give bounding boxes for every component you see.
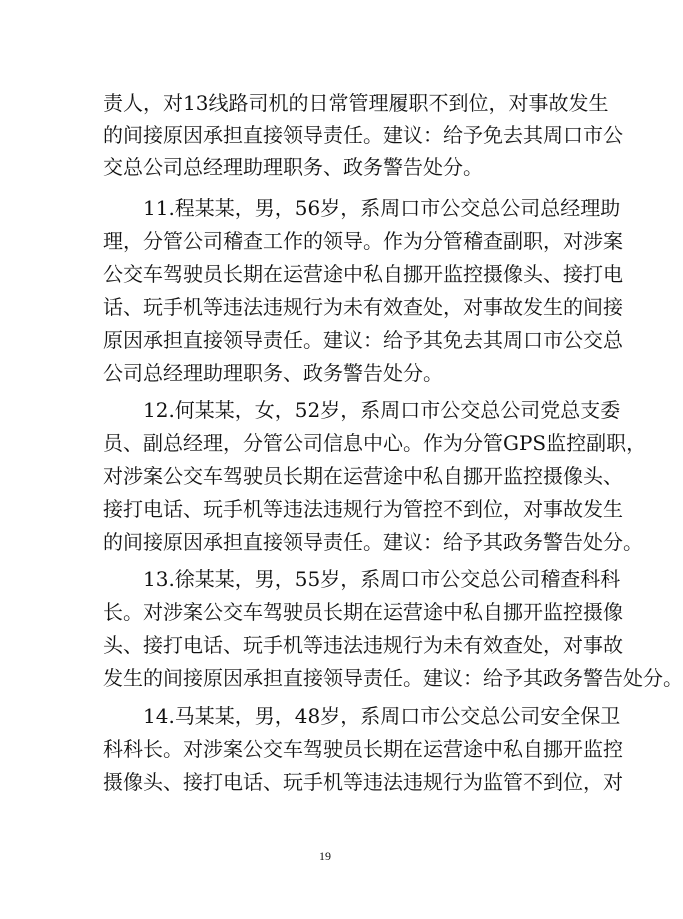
text-line: 责人，对13线路司机的日常管理履职不到位，对事故发生 <box>103 91 609 115</box>
paragraph-first-line: 11.程某某，男，56岁，系周口市公交总公司总经理助 <box>143 196 621 220</box>
text-line: 公交车驾驶员长期在运营途中私自挪开监控摄像头、接打电 <box>103 262 623 286</box>
text-line: 科科长。对涉案公交车驾驶员长期在运营途中私自挪开监控 <box>103 737 623 761</box>
text-line: 头、接打电话、玩手机等违法违规行为未有效查处，对事故 <box>103 633 623 657</box>
text-line: 话、玩手机等违法违规行为未有效查处，对事故发生的间接 <box>103 295 623 319</box>
text-line: 员、副总经理，分管公司信息中心。作为分管GPS监控副职， <box>103 431 647 455</box>
paragraph-first-line: 12.何某某，女，52岁，系周口市公交总公司党总支委 <box>143 398 621 422</box>
text-line: 原因承担直接领导责任。建议：给予其免去其周口市公交总 <box>103 328 623 352</box>
text-line: 的间接原因承担直接领导责任。建议：给予其政务警告处分。 <box>103 530 643 554</box>
text-line: 交总公司总经理助理职务、政务警告处分。 <box>103 155 483 179</box>
paragraph-first-line: 13.徐某某，男，55岁，系周口市公交总公司稽查科科 <box>143 567 621 591</box>
text-line: 公司总经理助理职务、政务警告处分。 <box>103 361 443 385</box>
text-line: 发生的间接原因承担直接领导责任。建议：给予其政务警告处分。 <box>103 666 683 690</box>
text-line: 的间接原因承担直接领导责任。建议：给予免去其周口市公 <box>103 123 623 147</box>
text-line: 理，分管公司稽查工作的领导。作为分管稽查副职，对涉案 <box>103 229 623 253</box>
page-number: 19 <box>319 849 331 863</box>
text-line: 接打电话、玩手机等违法违规行为管控不到位，对事故发生 <box>103 497 623 521</box>
text-line: 摄像头、接打电话、玩手机等违法违规行为监管不到位，对 <box>103 770 623 794</box>
text-line: 长。对涉案公交车驾驶员长期在运营途中私自挪开监控摄像 <box>103 600 623 624</box>
paragraph-first-line: 14.马某某，男，48岁，系周口市公交总公司安全保卫 <box>143 704 621 728</box>
text-line: 对涉案公交车驾驶员长期在运营途中私自挪开监控摄像头、 <box>103 464 623 488</box>
